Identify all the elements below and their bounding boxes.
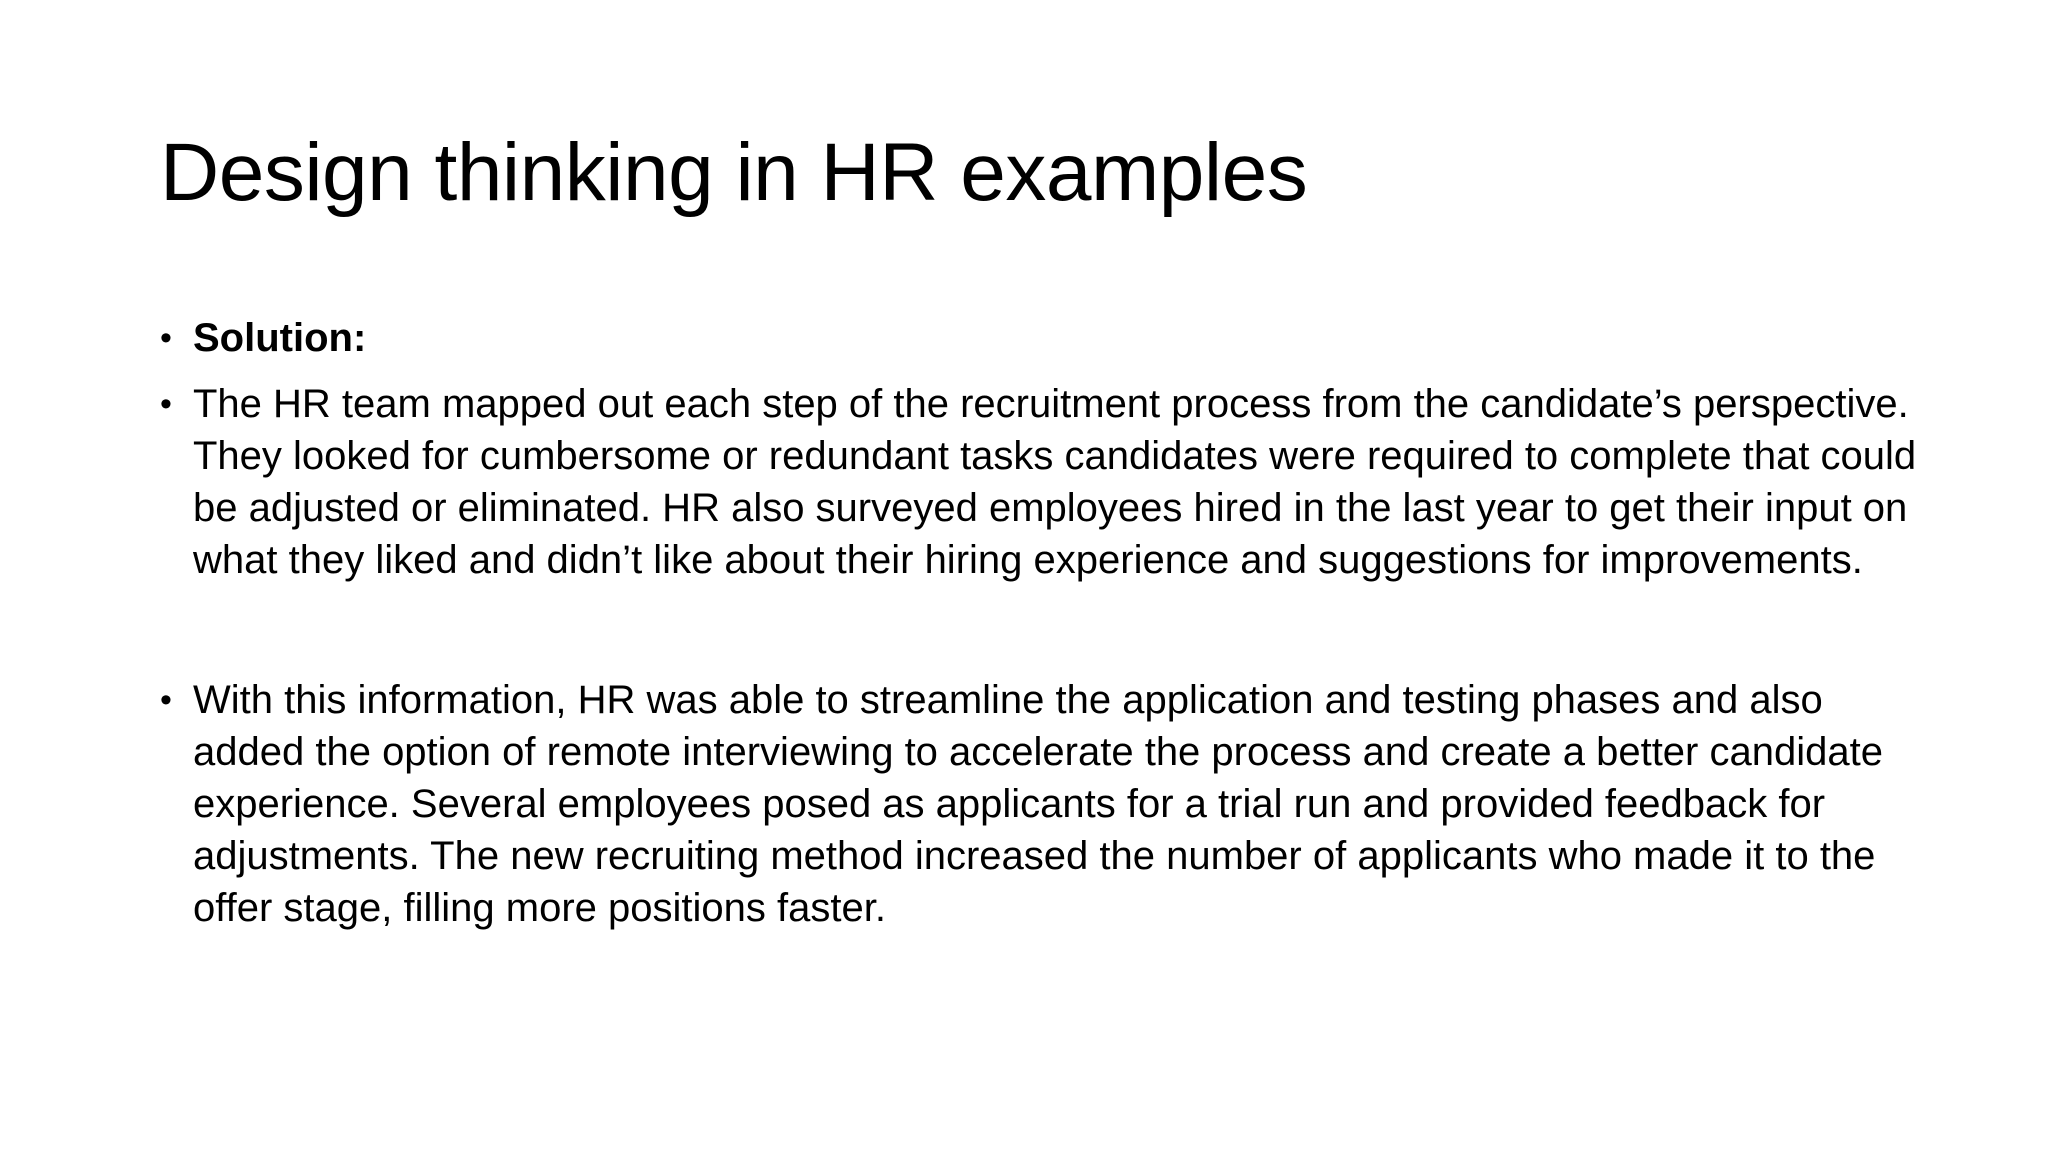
solution-heading: Solution: bbox=[193, 316, 367, 360]
process-mapping-text: The HR team mapped out each step of the recruitment process from the candidate’s perspective. They looked for cumbersome or redundant tasks candidates were required to complete that could be adjusted or eliminated. HR also surveyed employees hired in the last year to get their input on what they liked and didn’t like about their hiring experience and suggestions for improvements. bbox=[193, 382, 1917, 582]
bullet-list bbox=[160, 312, 1920, 934]
bullet-item-solution-heading bbox=[160, 312, 1920, 364]
bullet-marker: • bbox=[160, 681, 172, 719]
bullet-marker: • bbox=[160, 319, 172, 357]
bullet-item-streamline-results bbox=[160, 674, 1920, 934]
streamline-results-text: With this information, HR was able to streamline the application and testing phases and also added the option of remote interviewing to accelerate the process and create a better candidate experience. Several employees posed as applicants for a trial run and provided feedback for adjustments. The new recruiting method increased the number of applicants who made it to the offer stage, filling more positions faster. bbox=[193, 678, 1883, 930]
bullet-item-process-mapping bbox=[160, 378, 1920, 586]
slide-title: Design thinking in HR examples bbox=[160, 127, 1308, 218]
bullet-marker: • bbox=[160, 385, 172, 423]
